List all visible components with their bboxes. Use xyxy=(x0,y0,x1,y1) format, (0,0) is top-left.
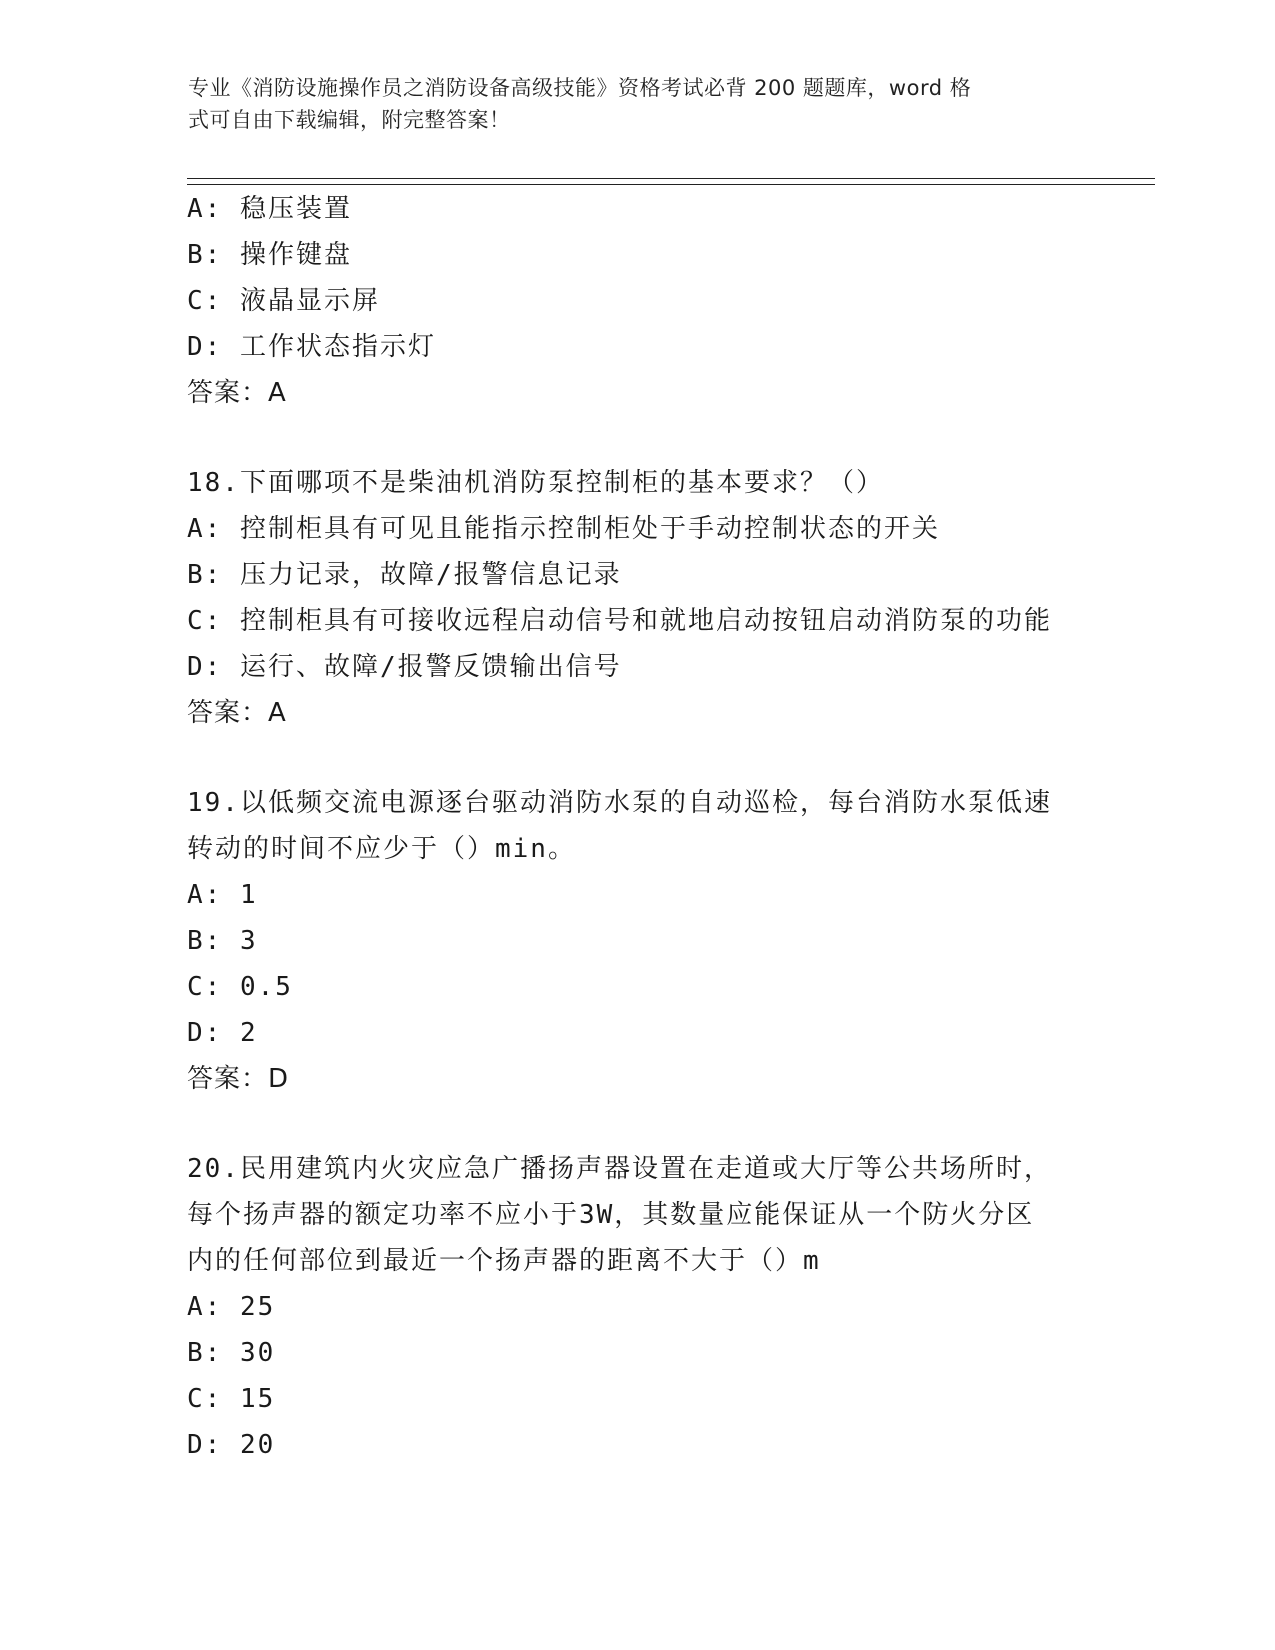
question-text: 20.民用建筑内火灾应急广播扬声器设置在走道或大厅等公共场所时， xyxy=(187,1154,1052,1184)
header-divider-bottom xyxy=(187,184,1155,185)
question-18-block xyxy=(187,460,1087,736)
option-b: B: 操作键盘 xyxy=(187,240,352,270)
document-header xyxy=(188,72,1068,136)
header-line-1: 专业《消防设施操作员之消防设备高级技能》资格考试必背 200 题题库，word 格 xyxy=(188,76,972,100)
answer-line: 答案：A xyxy=(187,378,287,408)
option-a: A: 稳压装置 xyxy=(187,194,352,224)
option-a: A: 1 xyxy=(187,880,258,910)
question-text: 19.以低频交流电源逐台驱动消防水泵的自动巡检，每台消防水泵低速 xyxy=(187,788,1052,818)
option-d: D: 2 xyxy=(187,1018,258,1048)
header-line-2: 式可自由下载编辑，附完整答案！ xyxy=(188,108,511,132)
option-d: D: 20 xyxy=(187,1430,276,1460)
answer-line: 答案：D xyxy=(187,1064,290,1094)
option-c: C: 0.5 xyxy=(187,972,293,1002)
question-text: 内的任何部位到最近一个扬声器的距离不大于（）m xyxy=(187,1246,821,1276)
header-divider-top xyxy=(187,178,1155,179)
option-c: C: 控制柜具有可接收远程启动信号和就地启动按钮启动消防泵的功能 xyxy=(187,606,1052,636)
option-d: D: 工作状态指示灯 xyxy=(187,332,436,362)
option-b: B: 30 xyxy=(187,1338,276,1368)
option-a: A: 25 xyxy=(187,1292,276,1322)
option-c: C: 液晶显示屏 xyxy=(187,286,380,316)
question-text: 18.下面哪项不是柴油机消防泵控制柜的基本要求？（） xyxy=(187,468,884,498)
option-b: B: 压力记录，故障/报警信息记录 xyxy=(187,560,622,590)
question-list xyxy=(187,186,1087,1468)
option-b: B: 3 xyxy=(187,926,258,956)
question-19-block xyxy=(187,780,1087,1102)
option-c: C: 15 xyxy=(187,1384,276,1414)
question-20-block xyxy=(187,1146,1087,1468)
question-text: 转动的时间不应少于（）min。 xyxy=(187,834,576,864)
question-17-block xyxy=(187,186,1087,416)
answer-line: 答案：A xyxy=(187,698,287,728)
question-text: 每个扬声器的额定功率不应小于3W，其数量应能保证从一个防火分区 xyxy=(187,1200,1035,1230)
option-d: D: 运行、故障/报警反馈输出信号 xyxy=(187,652,622,682)
option-a: A: 控制柜具有可见且能指示控制柜处于手动控制状态的开关 xyxy=(187,514,940,544)
